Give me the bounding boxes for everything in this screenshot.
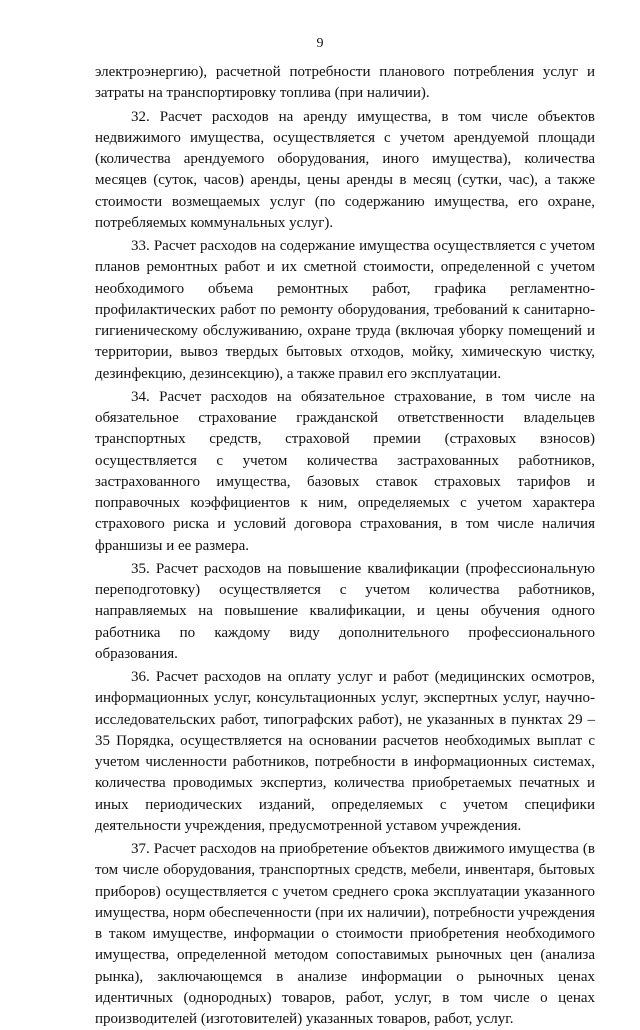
paragraph-35: 35. Расчет расходов на повышение квалификации (профессиональную переподготовку) осуществляется с учетом количества работников, направляемых на повышение квалификации, и цены обучения одного работника по каждому виду дополнительного профессионального образования. [95,560,595,662]
paragraph-continuation: электроэнергию), расчетной потребности планового потребления услуг и затраты на транспортировку топлива (при наличии). [95,64,595,102]
paragraph-32: 32. Расчет расходов на аренду имущества, в том числе объектов недвижимого имущества, осуществляется с учетом арендуемой площади (количества арендуемого оборудования, иного имущества), количества месяцев (суток, часов) аренды, цены аренды в месяц (сутки, час), а также стоимости возмещаемых услуг (по содержанию имущества, его охране, потребляемых коммунальных услуг). [95,108,595,231]
paragraph-34: 34. Расчет расходов на обязательное страхование, в том числе на обязательное страхование гражданской ответственности владельцев транспортных средств, страховой премии (страховых взносов) осуществляется с учетом количества застрахованных работников, застрахованного имущества, базовых ставок страховых тарифов и поправочных коэффициентов к ним, определяемых с учетом характера страхового риска и условий договора страхования, в том числе наличия франшизы и ее размера. [95,388,595,554]
paragraph-37: 37. Расчет расходов на приобретение объектов движимого имущества (в том числе оборудования, транспортных средств, мебели, инвентаря, бытовых приборов) осуществляется с учетом среднего срока эксплуатации указанного имущества, норм обеспеченности (при их наличии), потребности учреждения в таком имуществе, информации о стоимости приобретения необходимого имущества, определенной методом сопоставимых рыночных цен (анализа рынка), заключающемся в анализе информации о рыночных ценах идентичных (однородных) товаров, работ, услуг, в том числе о ценах производителей (изготовителей) указанных товаров, работ, услуг. [95,841,595,1027]
paragraph-36: 36. Расчет расходов на оплату услуг и работ (медицинских осмотров, информационных услуг, консультационных услуг, экспертных услуг, научно-исследовательских работ, типографских работ), не указанных в пунктах 29 – 35 Порядка, осуществляется на основании расчетов необходимых выплат с учетом численности работников, потребности в информационных системах, количества проводимых экспертиз, количества приобретаемых печатных и иных периодических изданий, определяемых с учетом специфики деятельности учреждения, предусмотренной уставом учреждения. [95,669,595,834]
document-body [95,62,595,1030]
paragraph-33: 33. Расчет расходов на содержание имущества осуществляется с учетом планов ремонтных работ и их сметной стоимости, определенной с учетом необходимого объема ремонтных работ, графика регламентно-профилактических работ по ремонту оборудования, требований к санитарно-гигиеническому обслуживанию, охране труда (включая уборку помещений и территории, вывоз твердых бытовых отходов, мойку, химическую чистку, дезинфекцию, дезинсекцию), а также правил его эксплуатации. [95,238,595,382]
page-number: 9 [316,36,324,51]
